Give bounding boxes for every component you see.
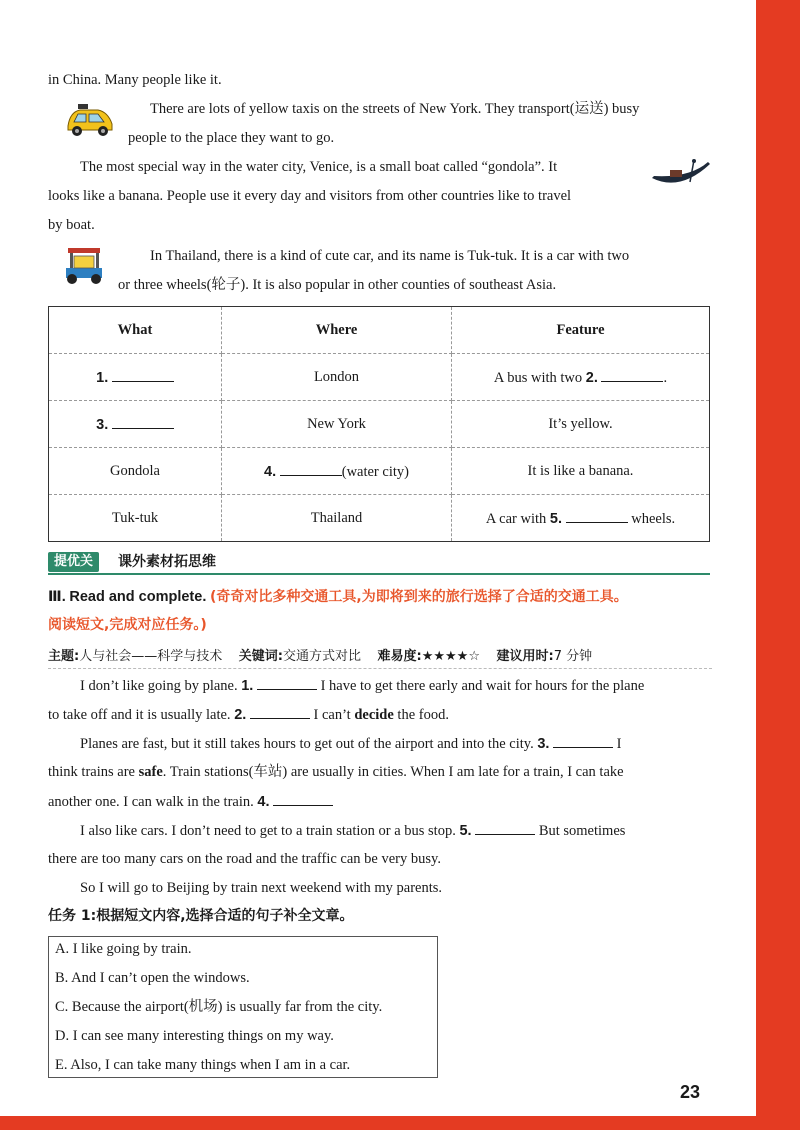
blank-number: 1. [241,678,254,694]
passage-line: There are lots of yellow taxis on the streets of New York. They transport(运送) busy [150,101,640,117]
answer-blank-3[interactable] [553,733,613,748]
passage-line [48,762,624,782]
passage-line [48,791,333,812]
header-where: Where [222,307,452,354]
gondola-icon [650,158,712,192]
option-d[interactable]: D. I can see many interesting things on my way. [55,1028,334,1044]
section-title: 课外素材拓思维 [118,554,216,570]
bold-word: safe [138,764,163,780]
passage-line [80,820,625,841]
exercise-number: Ⅲ. [48,589,66,605]
header-what: What [49,307,222,354]
section-tag: 提优关 [48,552,99,572]
table-cell: New York [222,401,452,448]
meta-label: 关键词: [238,649,283,664]
passage-line [48,704,449,725]
cell-text: wheels. [631,511,676,527]
difficulty-stars: ★★★★☆ [421,649,480,664]
taxi-icon [64,100,116,140]
answer-blank-3[interactable] [112,414,174,429]
table-cell: Tuk-tuk [49,495,222,542]
meta-label: 难易度: [377,649,422,664]
table-cell: Thailand [222,495,452,542]
cell-text: (water city) [341,464,409,480]
table-cell: It is like a banana. [452,448,710,495]
table-row [49,354,710,401]
table-header-row [49,307,710,354]
table-cell [452,354,710,401]
answer-blank-5[interactable] [566,508,628,523]
meta-label: 建议用时: [496,649,554,664]
meta-value: 7 分钟 [553,649,593,664]
table-row [49,495,710,542]
blank-number: 3. [537,736,550,752]
passage-line [80,675,644,696]
text: the food. [397,707,449,723]
text: Planes are fast, but it still takes hours to get out of the airport and into the city. [80,736,534,752]
table-row [49,401,710,448]
options-box [48,936,438,1078]
passage-line: there are too many cars on the road and the traffic can be very busy. [48,851,441,867]
meta-info [48,646,712,669]
table-row [49,448,710,495]
exercise-instruction-cont: 阅读短文,完成对应任务。) [48,617,207,633]
text: another one. I can walk in the train. [48,794,254,810]
table-cell [222,448,452,495]
page-number: 23 [680,1082,701,1102]
bold-word: decide [354,707,394,723]
answer-blank-1[interactable] [257,675,317,690]
passage-line: people to the place they want to go. [128,130,335,146]
table-cell [452,495,710,542]
blank-number: 5. [459,823,472,839]
text: I don’t like going by plane. [80,678,238,694]
blank-number: 5. [549,511,562,527]
passage-line: In Thailand, there is a kind of cute car, and its name is Tuk-tuk. It is a car with two [150,248,630,264]
meta-value: 人与社会——科学与技术 [79,649,223,664]
blank-number: 4. [264,464,277,480]
passage-line: The most special way in the water city, Venice, is a small boat called “gondola”. It [80,159,558,175]
passage-line: looks like a banana. People use it every day and visitors from other countries like to travel [48,188,572,204]
header-feature: Feature [452,307,710,354]
blank-number: 3. [96,417,109,433]
exercise-title [48,587,628,607]
page-frame-bottom [0,1116,800,1130]
passage-line: by boat. [48,217,95,233]
info-table [48,306,710,542]
option-b[interactable]: B. And I can’t open the windows. [55,970,250,986]
task-title: 任务 1:根据短文内容,选择合适的句子补全文章。 [48,908,354,924]
exercise-heading: Read and complete. [69,589,207,605]
meta-label: 主题: [48,649,80,664]
exercise-instruction: (奇奇对比多种交通工具,为即将到来的旅行选择了合适的交通工具。 [209,589,628,605]
text: I can’t [313,707,351,723]
table-cell [49,354,222,401]
passage-line: in China. Many people like it. [48,72,222,88]
section-divider [48,573,710,575]
option-e[interactable]: E. Also, I can take many things when I am in a car. [55,1057,351,1073]
option-a[interactable]: A. I like going by train. [55,941,192,957]
text: to take off and it is usually late. [48,707,231,723]
blank-number: 4. [257,794,270,810]
answer-blank-5[interactable] [475,820,535,835]
text: think trains are [48,764,135,780]
cell-text: A car with [485,511,547,527]
table-cell [49,401,222,448]
answer-blank-4[interactable] [273,791,333,806]
text: I have to get there early and wait for hours for the plane [320,678,645,694]
cell-text: . [663,370,668,386]
option-c[interactable]: C. Because the airport(机场) is usually far from the city. [55,999,383,1015]
meta-value: 交通方式对比 [282,649,361,664]
answer-blank-2[interactable] [250,704,310,719]
answer-blank-1[interactable] [112,367,174,382]
blank-number: 2. [234,707,247,723]
passage-line [80,733,622,754]
answer-blank-2[interactable] [601,367,663,382]
page-frame-right [756,0,800,1130]
text: . Train stations(车站) are usually in cities. When I am late for a train, I can take [162,764,624,780]
cell-text: A bus with two [493,370,583,386]
blank-number: 1. [96,370,109,386]
table-cell: It’s yellow. [452,401,710,448]
text: I [616,736,622,752]
blank-number: 2. [585,370,598,386]
table-cell: London [222,354,452,401]
passage-line: or three wheels(轮子). It is also popular in other counties of southeast Asia. [118,277,557,293]
tuktuk-icon [62,246,106,286]
passage-line: So I will go to Beijing by train next weekend with my parents. [80,880,443,896]
answer-blank-4[interactable] [280,461,342,476]
text: But sometimes [538,823,626,839]
table-cell: Gondola [49,448,222,495]
text: I also like cars. I don’t need to get to a train station or a bus stop. [80,823,456,839]
